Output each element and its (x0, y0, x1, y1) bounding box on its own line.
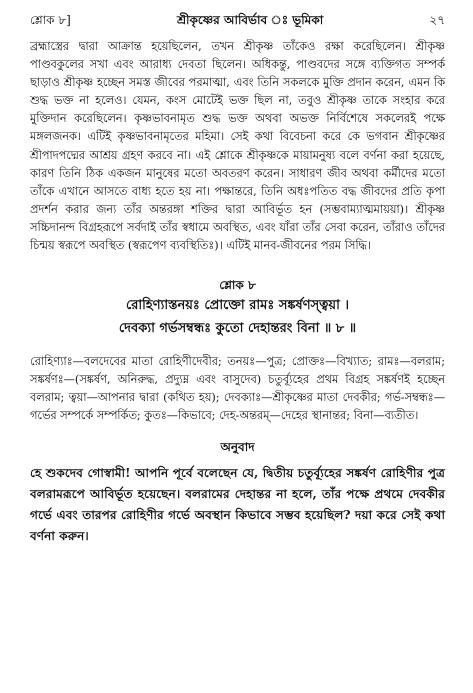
purport-paragraph: ব্রহ্মাস্ত্রের দ্বারা আক্রান্ত হয়েছিলেন, তখন শ্রীকৃষ্ণ তাঁকেও রক্ষা করেছিলেন। শ্রীকৃষ্ণ পাণ্ডবকুলের সখা এবং আরাধ্য দেবতা ছিলেন। অধিকন্তু, পাণ্ডবদের সঙ্গে ব্যক্তিগত সম্পর্ক ছাড়াও শ্রীকৃষ্ণ হচ্ছেন সমস্ত জীবের পরমাত্মা, এবং তিনি সকলকে মুক্তি প্রদান করেন, এমন কি শুদ্ধ ভক্ত না হলেও। যেমন, কংস মোটেই ভক্ত ছিল না, তবুও শ্রীকৃষ্ণ তাকে সংহার করে মুক্তিদান করেছিলেন। কৃষ্ণভাবনামৃত শুদ্ধ ভক্ত অথবা অভক্ত নির্বিশেষে সকলেরই পক্ষে মঙ্গলজনক। এটিই কৃষ্ণভাবনামৃতের মহিমা। সেই কথা বিবেচনা করে কে ভগবান শ্রীকৃষ্ণের শ্রীপাদপদ্মের আশ্রয় গ্রহণ করবে না। এই শ্লোকে শ্রীকৃষ্ণকে মায়ামনুষ্য বলে বর্ণনা করা হয়েছে, কারণ তিনি ঠিক একজন মানুষের মতো অবতরণ করেন। সাধারণ জীব অথবা কর্মীদের মতো তাঁকে এখানে আসতে বাধ্য হতে হয় না। পক্ষান্তরে, তিনি অধঃপতিত বদ্ধ জীবদের প্রতি কৃপা প্রদর্শন করার জন্য তাঁর অন্তরঙ্গা শক্তির দ্বারা আবির্ভূত হন (সম্ভবাম্যাত্মমায়য়া)। শ্রীকৃষ্ণ সচ্চিদানন্দ বিগ্রহরূপে সর্বদাই তাঁর স্বধামে অবস্থিত, এবং যাঁরা তাঁর সেবা করেন, তাঁরাও তাঁদের চিন্ময় স্বরূপে অবস্থিত (স্বরূপেণ ব্যবস্থিতিঃ)। এটিই মানব-জীবনের পরম সিদ্ধি। (30, 40, 445, 253)
verse-line-1: রোহিণ্যাস্তনয়ঃ প্রোক্তো রামঃ সঙ্কর্ষণস্ত্বয়া । (125, 298, 350, 314)
translation-paragraph: হে শুকদেব গোস্বামী! আপনি পূর্বে বলেছেন যে, দ্বিতীয় চতুর্ব্যূহের সঙ্কর্ষণ রোহিণীর পুত্র বলরামরূপে আবির্ভূত হয়েছেন। বলরামের দেহান্তর না হলে, তাঁর পক্ষে প্রথমে দেবকীর গর্ভে এবং তারপর রোহিণীর গর্ভে অবস্থান কিভাবে সম্ভব হয়েছিল? দয়া করে সেই কথা বর্ণনা করুন। (30, 466, 445, 544)
page-number: ২৭ (429, 13, 445, 27)
chapter-verse-ref: শ্লোক ৮] (30, 13, 71, 27)
verse-title: শ্লোক ৮ (219, 278, 256, 293)
synonyms-paragraph: রোহিণ্যাঃ—বলদেবের মাতা রোহিণীদেবীর; তনয়ঃ—পুত্র; প্রোক্তঃ—বিখ্যাত; রামঃ—বলরাম; সঙ্কর্ষণঃ—(সঙ্কর্ষণ, অনিরুদ্ধ, প্রদ্যুম্ন এবং বাসুদেব) চতুর্ব্যূহের প্রথম বিগ্রহ সঙ্কর্ষণই হচ্ছেন বলরাম; ত্বয়া—আপনার দ্বারা (কথিত হয়); দেবক্যাঃ—শ্রীকৃষ্ণের মাতা দেবকীর; গর্ভ-সম্বন্ধঃ—গর্ভের সম্পর্কে সম্পর্কিত; কুতঃ—কিভাবে; দেহ-অন্তরম্—দেহের স্থানান্তর; বিনা—ব্যতীত। (30, 355, 445, 423)
page-header (30, 12, 445, 28)
translation-title: অনুবাদ (220, 440, 255, 455)
running-title: শ্রীকৃষ্ণের আবির্ভাব ঃ ভূমিকা (177, 13, 324, 27)
verse-line-2: দেবক্যা গর্ভসম্বন্ধঃ কুতো দেহান্তরং বিনা ॥ ৮ ॥ (118, 321, 357, 337)
